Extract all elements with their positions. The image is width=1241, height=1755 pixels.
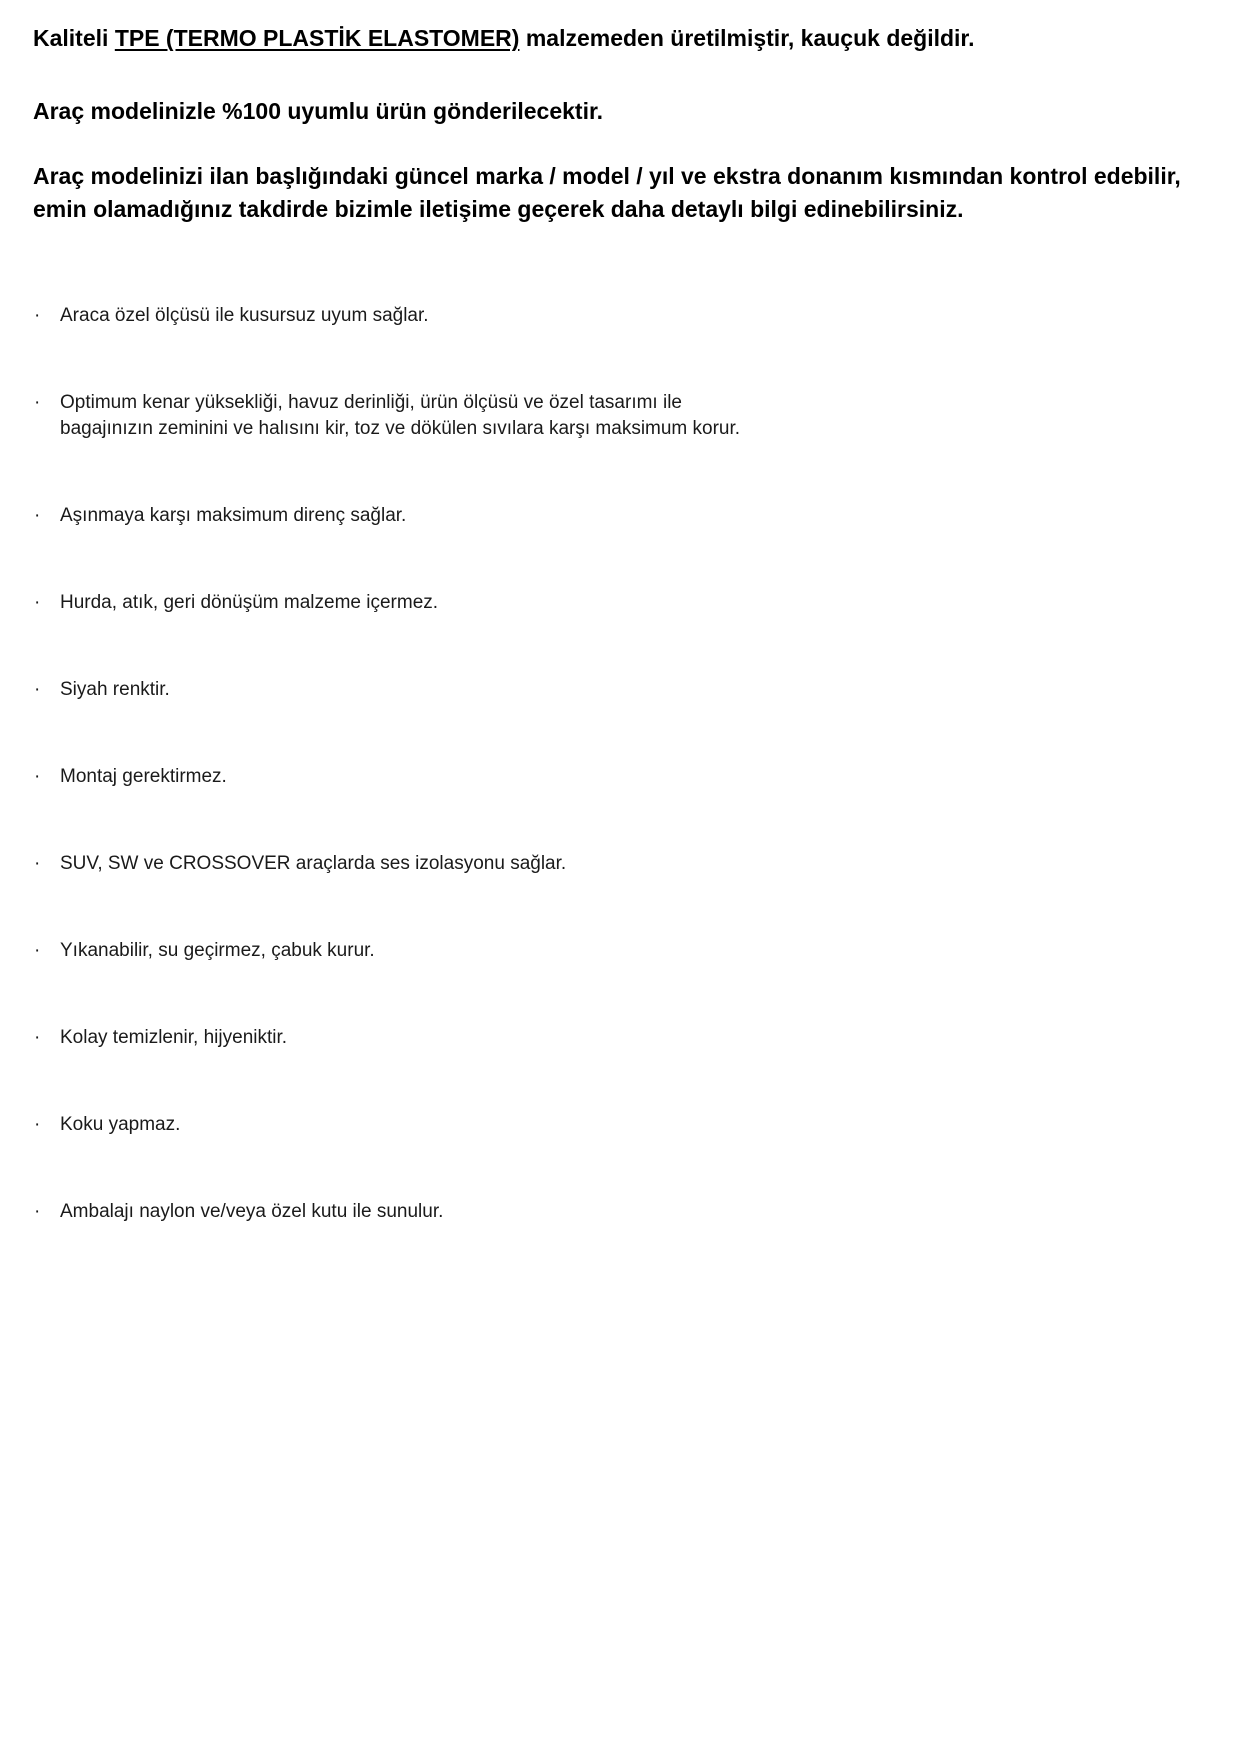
bullet-marker: · [34, 505, 41, 526]
compatibility-heading: Araç modelinizle %100 uyumlu ürün gönderilecektir. [33, 98, 604, 124]
feature-text-line: Ambalajı naylon ve/veya özel kutu ile sunulur. [60, 1201, 444, 1222]
feature-text-line: Kolay temizlenir, hijyeniktir. [60, 1027, 288, 1048]
feature-text-line: bagajınızın zeminini ve halısını kir, toz ve dökülen sıvılara karşı maksimum korur. [60, 418, 741, 439]
feature-text-line: Optimum kenar yüksekliği, havuz derinliği, ürün ölçüsü ve özel tasarımı ile [60, 392, 682, 413]
bullet-marker: · [34, 392, 41, 413]
feature-text [60, 303, 1218, 329]
bullet-marker: · [34, 679, 41, 700]
material-heading [33, 22, 1218, 55]
feature-text-line: Aşınmaya karşı maksimum direnç sağlar. [60, 505, 407, 526]
feature-text-line: Araca özel ölçüsü ile kusursuz uyum sağlar. [60, 305, 429, 326]
material-heading-suffix: malzemeden üretilmiştir, kauçuk değildir. [519, 25, 975, 51]
bullet-marker: · [34, 305, 41, 326]
feature-text [60, 677, 1218, 703]
bullet-marker: · [34, 1114, 41, 1135]
feature-list-item [33, 677, 1218, 703]
feature-list-item [33, 764, 1218, 790]
feature-text [60, 764, 1218, 790]
material-heading-prefix: Kaliteli [33, 25, 115, 51]
feature-text-line: Montaj gerektirmez. [60, 766, 227, 787]
feature-text-line: Hurda, atık, geri dönüşüm malzeme içermez. [60, 592, 439, 613]
bullet-marker: · [34, 1201, 41, 1222]
feature-list-item [33, 390, 1218, 442]
feature-text-line: Koku yapmaz. [60, 1114, 181, 1135]
feature-text-line: Yıkanabilir, su geçirmez, çabuk kurur. [60, 940, 375, 961]
feature-text [60, 938, 1218, 964]
feature-text [60, 390, 1218, 442]
feature-text [60, 1199, 1218, 1225]
feature-list-item [33, 503, 1218, 529]
feature-text [60, 851, 1218, 877]
feature-list-item [33, 1025, 1218, 1051]
feature-text-line: Siyah renktir. [60, 679, 170, 700]
feature-list-item [33, 1199, 1218, 1225]
feature-text [60, 590, 1218, 616]
feature-text [60, 1112, 1218, 1138]
bullet-marker: · [34, 853, 41, 874]
bullet-marker: · [34, 940, 41, 961]
bullet-marker: · [34, 592, 41, 613]
bullet-marker: · [34, 1027, 41, 1048]
feature-list-item [33, 938, 1218, 964]
feature-text [60, 1025, 1218, 1051]
feature-list-item [33, 303, 1218, 329]
material-name-underlined: TPE (TERMO PLASTİK ELASTOMER) [114, 25, 520, 51]
feature-list-item [33, 1112, 1218, 1138]
bullet-marker: · [34, 766, 41, 787]
feature-text-line: SUV, SW ve CROSSOVER araçlarda ses izolasyonu sağlar. [60, 853, 567, 874]
model-check-paragraph: Araç modelinizi ilan başlığındaki güncel marka / model / yıl ve ekstra donanım kısmından kontrol edebilir, emin olamadığınız takdirde bizimle iletişime geçerek daha detaylı bilgi edinebilirsiniz. [33, 163, 1181, 222]
feature-list-item [33, 590, 1218, 616]
feature-list [33, 303, 1218, 1225]
feature-text [60, 503, 1218, 529]
feature-list-item [33, 851, 1218, 877]
